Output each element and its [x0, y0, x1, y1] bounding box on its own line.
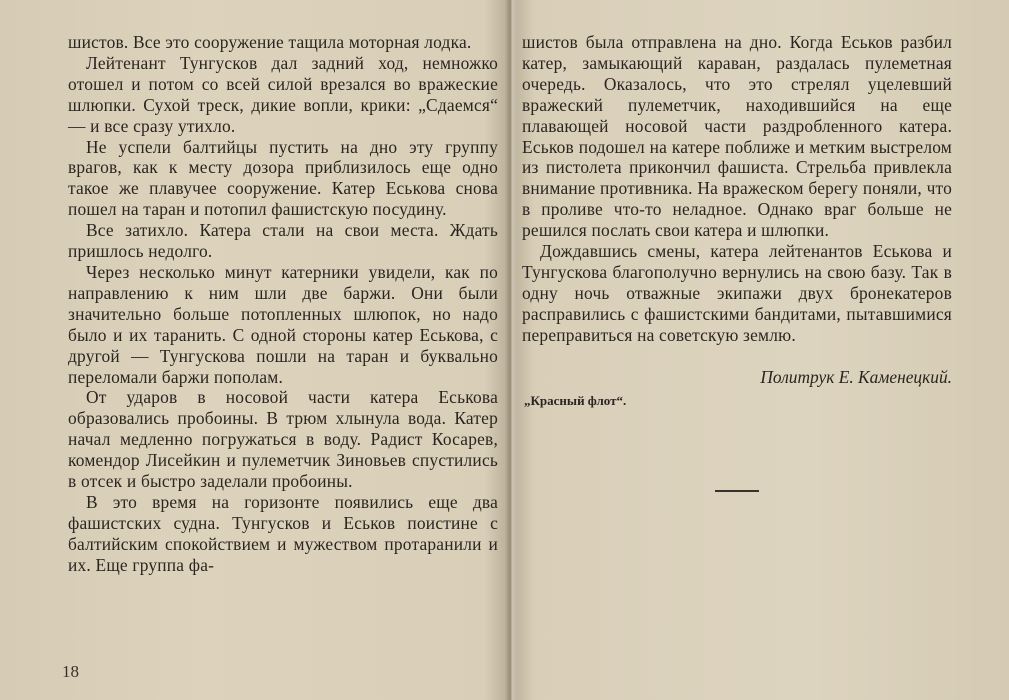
author-signature: Политрук Е. Каменецкий.: [760, 366, 952, 387]
book-spine: [505, 0, 517, 700]
paragraph: шистов. Все это сооружение тащила моторная лодка.: [68, 32, 472, 52]
paragraph: Не успели балтийцы пустить на дно эту группу врагов, как к месту дозора приблизилось еще одно такое же плавучее сооружение. Катер Еськова снова пошел на таран и потопил фашистскую посудину.: [68, 136, 498, 220]
paragraph: шистов была отправлена на дно. Когда Еськов разбил катер, замыкающий караван, раздалась пулеметная очередь. Оказалось, что это стрелял уцелевший вражеский пулеметчик, находившийся на еще плавающей носовой части раздробленного катера. Еськов подошел на катере поближе и метким выстрелом из пистолета прикончил фашиста. Стрельба привлекла внимание противника. На вражеском берегу поняли, что в проливе что-то неладное. Однако враг больше не решился послать свои катера и шлюпки.: [522, 32, 952, 241]
source-credit: „Красный флот“.: [524, 392, 627, 408]
paragraph: В это время на горизонте появились еще два фашистских судна. Тунгусков и Еськов поистине с балтийским спокойствием и мужеством протаранили и их. Еще группа фа-: [68, 491, 498, 575]
end-rule: [715, 490, 759, 492]
right-page: [522, 32, 952, 410]
paragraph: Дождавшись смены, катера лейтенантов Еськова и Тунгускова благополучно вернулись на свою базу. Так в одну ночь отважные экипажи двух бронекатеров расправились с фашистскими бандитами, пытавшимися переправиться на советскую землю.: [522, 241, 952, 345]
paragraph: Все затихло. Катера стали на свои места. Ждать пришлось недолго.: [68, 220, 498, 262]
paragraph: Через несколько минут катерники увидели, как по направлению к ним шли две баржи. Они были значительно больше потопленных шлюпок, но надо было и их таранить. С одной стороны катер Еськова, с другой — Тунгускова пошли на таран и буквально переломали баржи пополам.: [68, 261, 498, 387]
paragraph: Лейтенант Тунгусков дал задний ход, немножко отошел и потом со всей силой врезался во вражеские шлюпки. Сухой треск, дикие вопли, крики: „Сдаемся“ — и все сразу утихло.: [68, 52, 498, 136]
page-number: 18: [62, 662, 79, 681]
left-page: [68, 32, 498, 576]
paragraph: От ударов в носовой части катера Еськова образовались пробоины. В трюм хлынула вода. Катер начал медленно погружаться в воду. Радист Косарев, комендор Лисейкин и пулеметчик Зиновьев спустились в отсек и быстро заделали пробоины.: [68, 387, 498, 492]
